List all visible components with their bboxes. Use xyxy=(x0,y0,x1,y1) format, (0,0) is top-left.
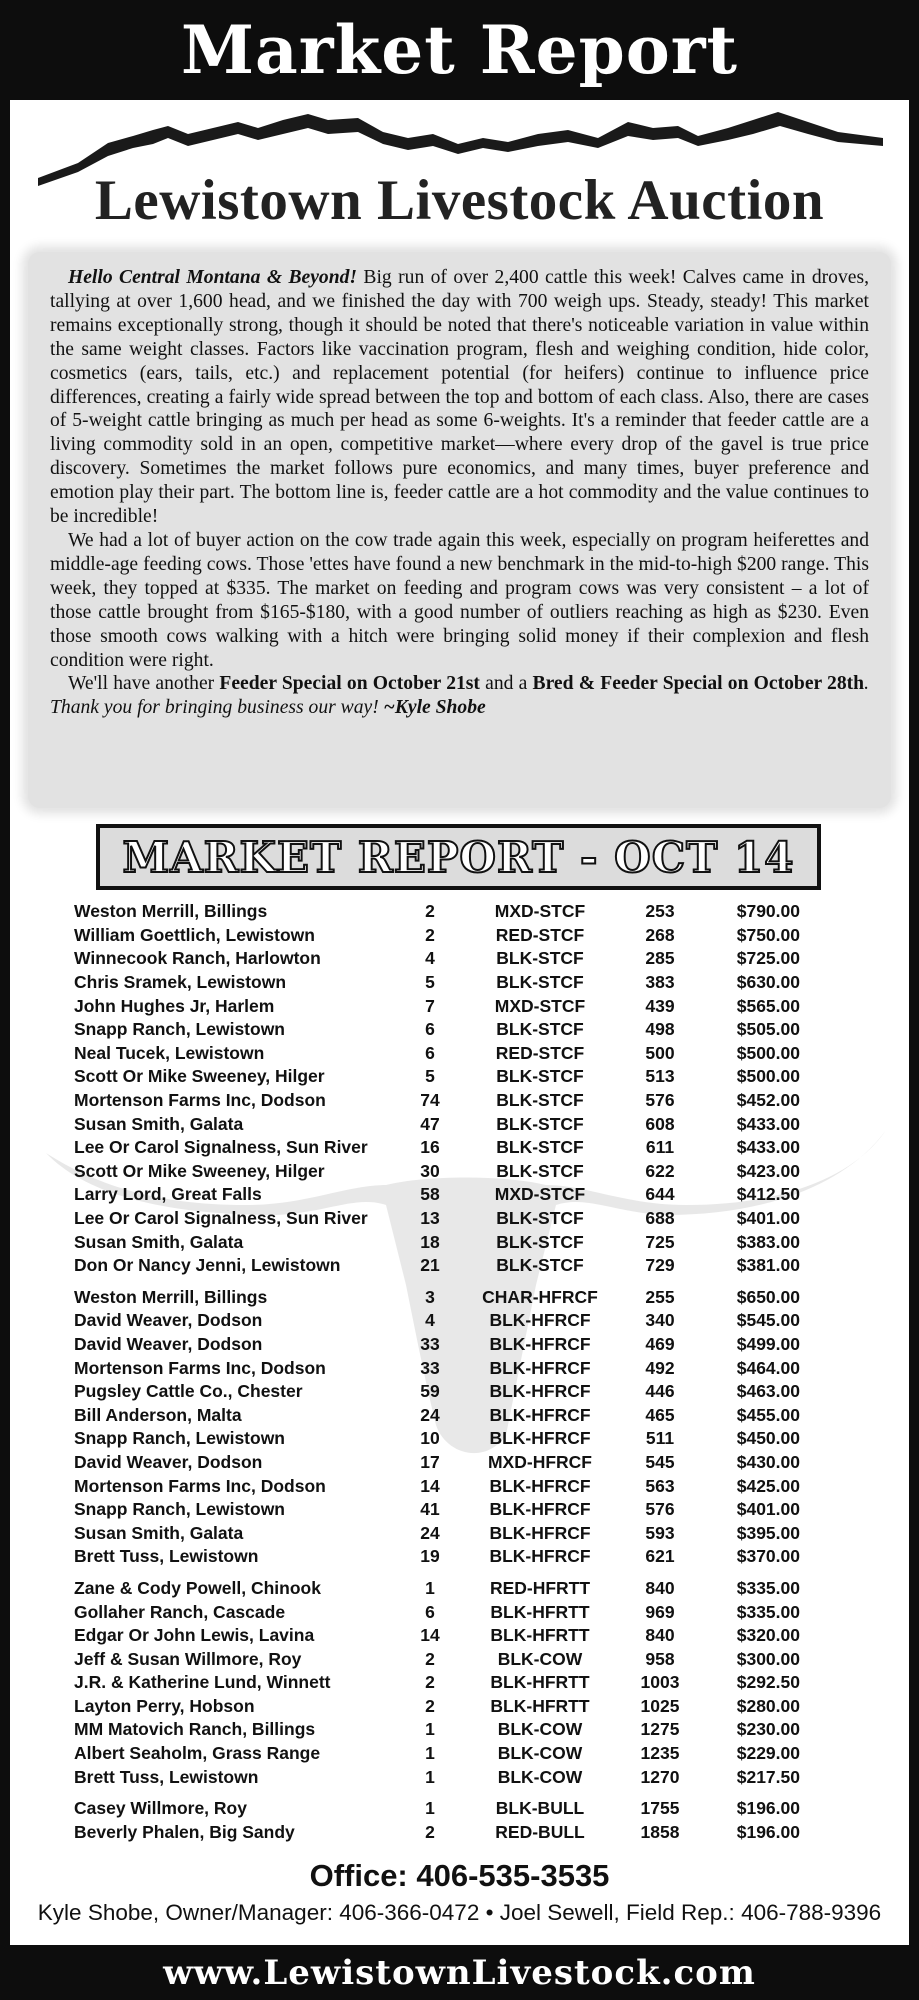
cattle-type: BLK-HFRCF xyxy=(489,1522,591,1543)
cattle-type: RED-STCF xyxy=(495,924,585,945)
seller-name: Snapp Ranch, Lewistown xyxy=(74,1019,285,1040)
auction-name: Lewistown Livestock Auction xyxy=(94,169,825,232)
cattle-type: MXD-STCF xyxy=(494,995,586,1016)
table-row xyxy=(74,900,804,924)
seller-name: Snapp Ranch, Lewistown xyxy=(74,1499,285,1520)
cattle-type: BLK-STCF xyxy=(496,1090,584,1111)
table-row xyxy=(74,1521,804,1545)
price: $505.00 xyxy=(736,1019,800,1040)
price: $452.00 xyxy=(736,1090,800,1111)
seller-name: Weston Merrill, Billings xyxy=(74,1286,268,1307)
cattle-type: BLK-COW xyxy=(497,1719,583,1740)
avg-weight: 725 xyxy=(645,1231,675,1252)
avg-weight: 840 xyxy=(645,1625,675,1646)
price: $545.00 xyxy=(736,1310,800,1331)
price: $292.50 xyxy=(736,1672,800,1693)
avg-weight: 958 xyxy=(645,1648,675,1669)
seller-name: Brett Tuss, Lewistown xyxy=(74,1546,259,1567)
cattle-type: BLK-HFRCF xyxy=(489,1404,591,1425)
avg-weight: 446 xyxy=(645,1381,675,1402)
head-count: 2 xyxy=(425,1821,435,1842)
table-row xyxy=(74,994,804,1018)
seller-name: Scott Or Mike Sweeney, Hilger xyxy=(74,1066,325,1087)
seller-name: William Goettlich, Lewistown xyxy=(74,924,315,945)
cattle-type: MXD-HFRCF xyxy=(487,1451,592,1472)
intro-paragraph-1 xyxy=(50,266,869,529)
cattle-type: BLK-STCF xyxy=(496,1208,584,1229)
head-count: 14 xyxy=(420,1625,440,1646)
cattle-type: BLK-HFRCF xyxy=(489,1381,591,1402)
price: $500.00 xyxy=(736,1042,800,1063)
seller-name: Susan Smith, Galata xyxy=(74,1231,244,1252)
table-row xyxy=(74,1765,804,1789)
price: $412.50 xyxy=(736,1184,800,1205)
price: $464.00 xyxy=(736,1357,800,1378)
market-report-heading xyxy=(96,824,821,890)
head-count: 2 xyxy=(425,924,435,945)
head-count: 2 xyxy=(425,901,435,922)
table-row xyxy=(74,947,804,971)
avg-weight: 1270 xyxy=(640,1766,680,1787)
table-row xyxy=(74,1356,804,1380)
intro-letter xyxy=(28,252,891,808)
head-count: 5 xyxy=(425,1066,435,1087)
seller-name: Don Or Nancy Jenni, Lewistown xyxy=(74,1255,341,1276)
sales-group xyxy=(74,1577,804,1789)
cattle-type: BLK-BULL xyxy=(495,1798,585,1819)
head-count: 6 xyxy=(425,1601,435,1622)
table-row xyxy=(74,1089,804,1113)
price: $335.00 xyxy=(736,1601,800,1622)
price: $565.00 xyxy=(736,995,800,1016)
price: $280.00 xyxy=(736,1695,800,1716)
price: $423.00 xyxy=(736,1160,800,1181)
cattle-type: BLK-STCF xyxy=(496,1113,584,1134)
table-row xyxy=(74,1207,804,1231)
table-row xyxy=(74,924,804,948)
avg-weight: 1275 xyxy=(640,1719,680,1740)
head-count: 2 xyxy=(425,1672,435,1693)
head-count: 19 xyxy=(420,1546,440,1567)
avg-weight: 969 xyxy=(645,1601,675,1622)
avg-weight: 1003 xyxy=(640,1672,680,1693)
head-count: 33 xyxy=(420,1333,440,1354)
contact-line: Kyle Shobe, Owner/Manager: 406-366-0472 • Joel Sewell, Field Rep.: 406-788-9396 xyxy=(37,1900,882,1925)
head-count: 30 xyxy=(420,1160,440,1181)
cattle-type: MXD-STCF xyxy=(494,1184,586,1205)
seller-name: Gollaher Ranch, Cascade xyxy=(74,1601,286,1622)
intro-paragraph-3 xyxy=(50,672,869,720)
table-row xyxy=(74,1286,804,1310)
table-row xyxy=(74,1577,804,1601)
cattle-type: RED-STCF xyxy=(495,1042,585,1063)
table-row xyxy=(74,1333,804,1357)
avg-weight: 611 xyxy=(645,1137,675,1158)
seller-name: Mortenson Farms Inc, Dodson xyxy=(74,1090,326,1111)
price: $230.00 xyxy=(736,1719,800,1740)
top-banner xyxy=(0,0,919,100)
table-row xyxy=(74,1498,804,1522)
price: $196.00 xyxy=(736,1798,800,1819)
head-count: 16 xyxy=(420,1137,440,1158)
head-count: 33 xyxy=(420,1357,440,1378)
seller-name: Susan Smith, Galata xyxy=(74,1113,244,1134)
head-count: 21 xyxy=(420,1255,440,1276)
cattle-type: BLK-STCF xyxy=(496,948,584,969)
seller-name: David Weaver, Dodson xyxy=(74,1333,263,1354)
seller-name: Larry Lord, Great Falls xyxy=(74,1184,262,1205)
table-row xyxy=(74,1718,804,1742)
table-row xyxy=(74,1545,804,1569)
head-count: 58 xyxy=(420,1184,440,1205)
head-count: 24 xyxy=(420,1522,440,1543)
cattle-type: BLK-STCF xyxy=(496,1231,584,1252)
cattle-type: BLK-STCF xyxy=(496,1019,584,1040)
head-count: 1 xyxy=(425,1577,435,1598)
avg-weight: 511 xyxy=(645,1428,675,1449)
seller-name: Mortenson Farms Inc, Dodson xyxy=(74,1475,326,1496)
avg-weight: 622 xyxy=(645,1160,675,1181)
avg-weight: 563 xyxy=(645,1475,675,1496)
seller-name: Bill Anderson, Malta xyxy=(74,1404,242,1425)
feeder-special-date: Feeder Special on October 21st xyxy=(219,673,480,695)
price: $370.00 xyxy=(736,1546,800,1567)
avg-weight: 1025 xyxy=(640,1695,680,1716)
avg-weight: 576 xyxy=(645,1499,675,1520)
price: $217.50 xyxy=(736,1766,800,1787)
seller-name: Weston Merrill, Billings xyxy=(74,901,268,922)
avg-weight: 253 xyxy=(645,901,675,922)
seller-name: MM Matovich Ranch, Billings xyxy=(74,1719,316,1740)
table-row xyxy=(74,1254,804,1278)
sales-group xyxy=(74,1797,804,1844)
head-count: 41 xyxy=(420,1499,440,1520)
head-count: 2 xyxy=(425,1648,435,1669)
cattle-type: BLK-STCF xyxy=(496,1137,584,1158)
seller-name: Winnecook Ranch, Harlowton xyxy=(74,948,321,969)
head-count: 4 xyxy=(425,948,435,969)
avg-weight: 545 xyxy=(645,1451,675,1472)
sales-group xyxy=(74,1286,804,1569)
cattle-type: BLK-COW xyxy=(497,1743,583,1764)
head-count: 1 xyxy=(425,1743,435,1764)
seller-name: Mortenson Farms Inc, Dodson xyxy=(74,1357,326,1378)
avg-weight: 255 xyxy=(645,1286,675,1307)
thank-you-text: . Thank you for bringing business our way! xyxy=(50,673,869,719)
price: $196.00 xyxy=(736,1821,800,1842)
head-count: 59 xyxy=(420,1381,440,1402)
price: $395.00 xyxy=(736,1522,800,1543)
avg-weight: 268 xyxy=(645,924,675,945)
table-row xyxy=(74,1600,804,1624)
avg-weight: 688 xyxy=(645,1208,675,1229)
intro-p3-text-a: We'll have another xyxy=(68,673,220,695)
avg-weight: 1235 xyxy=(640,1743,680,1764)
price: $430.00 xyxy=(736,1451,800,1472)
greeting: Hello Central Montana & Beyond! xyxy=(68,267,358,288)
bred-feeder-special-date: Bred & Feeder Special on October 28th xyxy=(532,673,865,695)
table-row xyxy=(74,1136,804,1160)
table-row xyxy=(74,1695,804,1719)
table-row xyxy=(74,1671,804,1695)
avg-weight: 498 xyxy=(645,1019,675,1040)
avg-weight: 383 xyxy=(645,972,675,993)
cattle-type: BLK-HFRCF xyxy=(489,1333,591,1354)
seller-name: Zane & Cody Powell, Chinook xyxy=(74,1577,321,1598)
head-count: 7 xyxy=(425,995,435,1016)
price: $725.00 xyxy=(736,948,800,969)
price: $335.00 xyxy=(736,1577,800,1598)
cattle-type: BLK-HFRCF xyxy=(489,1499,591,1520)
cattle-type: BLK-HFRTT xyxy=(490,1672,590,1693)
price: $433.00 xyxy=(736,1113,800,1134)
price: $229.00 xyxy=(736,1743,800,1764)
seller-name: Snapp Ranch, Lewistown xyxy=(74,1428,285,1449)
signature: ~Kyle Shobe xyxy=(378,697,486,719)
head-count: 24 xyxy=(420,1404,440,1425)
table-row xyxy=(74,1403,804,1427)
cattle-type: BLK-STCF xyxy=(496,972,584,993)
table-row xyxy=(74,1451,804,1475)
head-count: 10 xyxy=(420,1428,440,1449)
bottom-banner xyxy=(0,1945,919,2000)
intro-p3-text-c: and a xyxy=(479,673,533,695)
table-row xyxy=(74,1112,804,1136)
price: $425.00 xyxy=(736,1475,800,1496)
head-count: 13 xyxy=(420,1208,440,1229)
cattle-type: BLK-HFRCF xyxy=(489,1428,591,1449)
cattle-type: BLK-HFRCF xyxy=(489,1475,591,1496)
sales-group xyxy=(74,900,804,1278)
avg-weight: 340 xyxy=(645,1310,675,1331)
cattle-type: BLK-HFRCF xyxy=(489,1357,591,1378)
intro-paragraph-2: We had a lot of buyer action on the cow trade again this week, especially on program heiferettes and middle-age feeding cows. Those 'ettes have found a new benchmark in the mid-to-high $200 range. This week, they topped at $335. The market on feeding and program cows was very consistent – a lot of those cattle brought from $165-$180, with a good number of outliers reaching as high as $230. Even those smooth cows walking with a hitch were bringing solid money if their complexion and flesh condition were right. xyxy=(50,529,869,671)
sales-table xyxy=(74,900,804,1852)
price: $455.00 xyxy=(736,1404,800,1425)
seller-name: Edgar Or John Lewis, Lavina xyxy=(74,1625,315,1646)
table-row xyxy=(74,1160,804,1184)
head-count: 1 xyxy=(425,1766,435,1787)
table-row xyxy=(74,971,804,995)
avg-weight: 285 xyxy=(645,948,675,969)
cattle-type: CHAR-HFRCF xyxy=(482,1286,598,1307)
avg-weight: 465 xyxy=(645,1404,675,1425)
seller-name: Neal Tucek, Lewistown xyxy=(74,1042,265,1063)
table-row xyxy=(74,1427,804,1451)
table-row xyxy=(74,1624,804,1648)
price: $381.00 xyxy=(736,1255,800,1276)
cattle-type: BLK-HFRCF xyxy=(489,1546,591,1567)
website-link[interactable]: www.LewistownLivestock.com xyxy=(163,1952,756,1993)
price: $320.00 xyxy=(736,1625,800,1646)
avg-weight: 608 xyxy=(645,1113,675,1134)
seller-name: Layton Perry, Hobson xyxy=(74,1695,255,1716)
seller-name: John Hughes Jr, Harlem xyxy=(74,995,275,1016)
avg-weight: 1755 xyxy=(640,1798,680,1819)
table-row xyxy=(74,1065,804,1089)
seller-name: Casey Willmore, Roy xyxy=(74,1798,247,1819)
avg-weight: 469 xyxy=(645,1333,675,1354)
seller-name: Susan Smith, Galata xyxy=(74,1522,244,1543)
price: $499.00 xyxy=(736,1333,800,1354)
seller-name: Lee Or Carol Signalness, Sun River xyxy=(74,1137,368,1158)
table-row xyxy=(74,1018,804,1042)
avg-weight: 644 xyxy=(645,1184,675,1205)
price: $450.00 xyxy=(736,1428,800,1449)
page-title: Market Report xyxy=(180,11,739,89)
seller-name: Beverly Phalen, Big Sandy xyxy=(74,1821,295,1842)
intro-paragraph-1-body: Big run of over 2,400 cattle this week! Calves came in droves, tallying at over 1,600 head, and we finished the day with 700 weigh ups. Steady, steady! This market remains exceptionally strong, though it should be noted that there's noticeable variation in value within the same weight classes. Factors like vaccination program, flesh and weighing condition, hide color, cosmetics (ears, tails, etc.) and replacement potential (for heifers) continue to influence price differences, creating a fairly wide spread between the top and bottom of each class. Also, there are cases of 5-weight cattle bringing as much per head as some 6-weights. It's a reminder that feeder cattle are a living commodity sold in an open, competitive market—where every drop of the gavel is true price discovery. Sometimes the market follows pure economics, and many times, buyer preference and emotion play their part. The bottom line is, feeder cattle are a hot commodity and the value continues to be incredible! xyxy=(50,267,869,528)
cattle-type: BLK-HFRTT xyxy=(490,1601,590,1622)
head-count: 1 xyxy=(425,1719,435,1740)
avg-weight: 593 xyxy=(645,1522,675,1543)
table-row xyxy=(74,1821,804,1845)
head-count: 18 xyxy=(420,1231,440,1252)
cattle-type: BLK-HFRCF xyxy=(489,1310,591,1331)
head-count: 6 xyxy=(425,1019,435,1040)
price: $433.00 xyxy=(736,1137,800,1158)
seller-name: Chris Sramek, Lewistown xyxy=(74,972,287,993)
table-row xyxy=(74,1309,804,1333)
seller-name: Jeff & Susan Willmore, Roy xyxy=(74,1648,302,1669)
avg-weight: 513 xyxy=(645,1066,675,1087)
head-count: 17 xyxy=(420,1451,440,1472)
avg-weight: 1858 xyxy=(640,1821,680,1842)
price: $383.00 xyxy=(736,1231,800,1252)
head-count: 5 xyxy=(425,972,435,993)
head-count: 1 xyxy=(425,1798,435,1819)
cattle-type: MXD-STCF xyxy=(494,901,586,922)
price: $500.00 xyxy=(736,1066,800,1087)
avg-weight: 439 xyxy=(645,995,675,1016)
avg-weight: 729 xyxy=(645,1255,675,1276)
seller-name: Brett Tuss, Lewistown xyxy=(74,1766,259,1787)
head-count: 74 xyxy=(420,1090,440,1111)
table-row xyxy=(74,1183,804,1207)
head-count: 2 xyxy=(425,1695,435,1716)
cattle-type: BLK-HFRTT xyxy=(490,1695,590,1716)
avg-weight: 500 xyxy=(645,1042,675,1063)
table-row xyxy=(74,1042,804,1066)
cattle-type: RED-BULL xyxy=(495,1821,585,1842)
cattle-type: BLK-COW xyxy=(497,1648,583,1669)
office-phone: Office: 406-535-3535 xyxy=(309,1858,610,1893)
cattle-type: BLK-HFRTT xyxy=(490,1625,590,1646)
cattle-type: BLK-STCF xyxy=(496,1066,584,1087)
price: $463.00 xyxy=(736,1381,800,1402)
seller-name: David Weaver, Dodson xyxy=(74,1451,263,1472)
table-row xyxy=(74,1230,804,1254)
seller-name: J.R. & Katherine Lund, Winnett xyxy=(74,1672,331,1693)
head-count: 14 xyxy=(420,1475,440,1496)
cattle-type: BLK-STCF xyxy=(496,1160,584,1181)
price: $630.00 xyxy=(736,972,800,993)
seller-name: Scott Or Mike Sweeney, Hilger xyxy=(74,1160,325,1181)
table-row xyxy=(74,1742,804,1766)
avg-weight: 840 xyxy=(645,1577,675,1598)
cattle-type: BLK-COW xyxy=(497,1766,583,1787)
head-count: 6 xyxy=(425,1042,435,1063)
head-count: 4 xyxy=(425,1310,435,1331)
table-row xyxy=(74,1647,804,1671)
avg-weight: 576 xyxy=(645,1090,675,1111)
price: $401.00 xyxy=(736,1499,800,1520)
avg-weight: 621 xyxy=(645,1546,675,1567)
seller-name: Albert Seaholm, Grass Range xyxy=(74,1743,321,1764)
price: $790.00 xyxy=(736,901,800,922)
head-count: 47 xyxy=(420,1113,440,1134)
table-row xyxy=(74,1474,804,1498)
seller-name: Lee Or Carol Signalness, Sun River xyxy=(74,1208,368,1229)
cattle-type: RED-HFRTT xyxy=(489,1577,591,1598)
avg-weight: 492 xyxy=(645,1357,675,1378)
table-row xyxy=(74,1797,804,1821)
cattle-type: BLK-STCF xyxy=(496,1255,584,1276)
seller-name: Pugsley Cattle Co., Chester xyxy=(74,1381,303,1402)
price: $300.00 xyxy=(736,1648,800,1669)
price: $650.00 xyxy=(736,1286,800,1307)
price: $750.00 xyxy=(736,924,800,945)
price: $401.00 xyxy=(736,1208,800,1229)
seller-name: David Weaver, Dodson xyxy=(74,1310,263,1331)
market-report-title: MARKET REPORT - OCT 14 xyxy=(122,832,795,882)
table-row xyxy=(74,1380,804,1404)
head-count: 3 xyxy=(425,1286,435,1307)
